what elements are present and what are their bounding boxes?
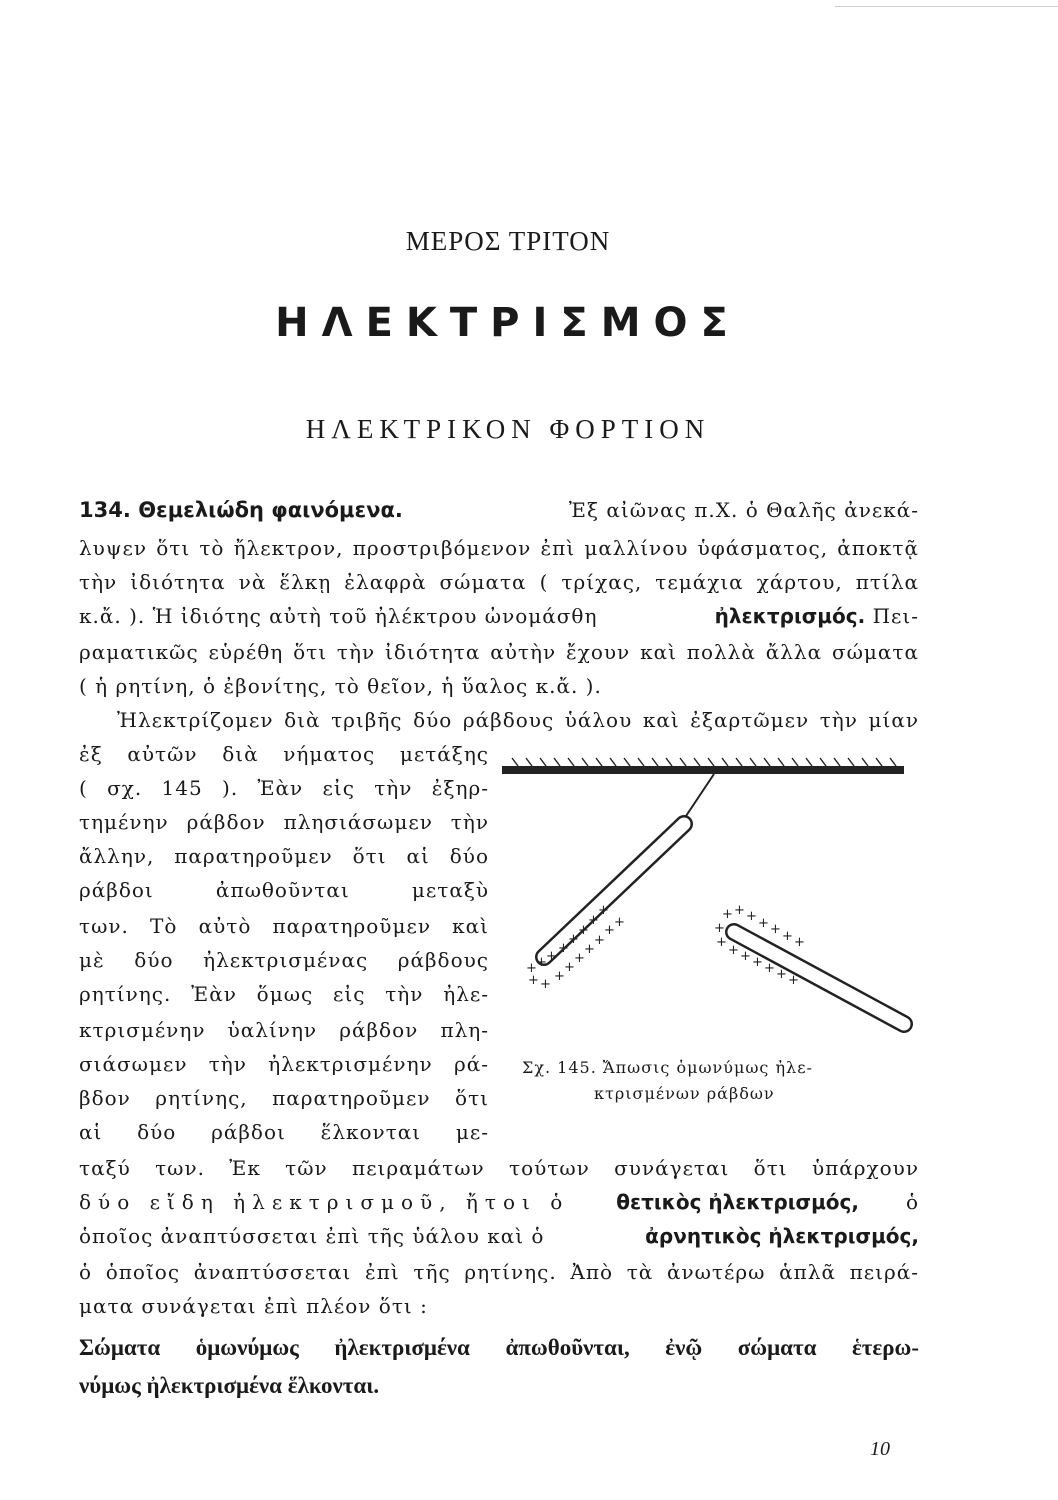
svg-text:+: + [722,907,733,922]
key-term: θετικὸς ἠλεκτρισμός, [616,1190,859,1214]
page-number: 10 [870,1438,890,1460]
figure-repelling-rods [492,752,922,1052]
section-subtitle: ΗΛΕΚΤΡΙΚΟΝ ΦΟΡΤΙΟΝ [305,414,711,444]
svg-text:+: + [578,923,589,938]
text-line: ὁ ὁποῖος ἀναπτύσσεται ἐπὶ τῆς ρητίνης. Ἀπὸ τὰ ἀνωτέρω ἁπλᾶ πειρά- [79,1260,919,1284]
silk-thread [682,774,714,822]
svg-text:+: + [546,949,557,964]
text-line: Ἐξ αἰῶνας π.Χ. ὁ Θαλῆς ἀνεκά- [568,498,919,522]
text-line: βδον ρητίνης, παρατηροῦμεν ὅτι [79,1086,489,1110]
text-line: των. Τὸ αὐτὸ παρατηροῦμεν καὶ [79,914,489,938]
svg-text:+: + [540,977,551,992]
svg-text:+: + [782,929,793,944]
svg-text:+: + [714,921,725,936]
support-bar [502,766,904,774]
paragraph-line-1 [79,496,919,524]
text-line: λυψεν ὅτι τὸ ἤλεκτρον, προστριβόμενον ἐπὶ μαλλίνου ὑφάσματος, ἀποκτᾷ [79,536,919,560]
support-hatching [512,758,896,766]
key-term: ἠλεκτρισμός. [714,604,866,628]
section-number: 134. [79,498,131,522]
svg-text:+: + [554,969,565,984]
text-line: ματα συνάγεται ἐπὶ πλέον ὅτι : [79,1294,428,1318]
text-line-with-term [79,1222,919,1250]
conclusion-line-1: Σώματα ὁμωνύμως ἠλεκτρισμένα ἀπωθοῦνται, ἐνῷ σώματα ἑτερω- [79,1335,919,1360]
text-line: ρητίνης. Ἐὰν ὅμως εἰς τὴν ἠλε- [79,982,489,1006]
svg-text:+: + [604,923,615,938]
text-line: τὴν ἰδιότητα νὰ ἕλκῃ ἐλαφρὰ σώματα ( τρίχας, τεμάχια χάρτου, πτίλα [79,570,919,594]
svg-text:+: + [614,915,625,930]
text-line: ( σχ. 145 ). Ἐὰν εἰς τὴν ἐξηρ- [79,776,489,800]
svg-text:+: + [752,955,763,970]
svg-text:+: + [574,951,585,966]
scan-edge-line [835,6,1058,7]
svg-text:+: + [564,960,575,975]
svg-text:+: + [528,973,539,988]
svg-text:+: + [740,949,751,964]
svg-text:+: + [764,961,775,976]
svg-text:+: + [728,943,739,958]
text-line: τημένην ράβδον πλησιάσωμεν τὴν [79,810,489,834]
text-line: ἐξ αὐτῶν διὰ νήματος μετάξης [79,742,489,766]
text-line-with-term [79,1188,919,1216]
text-line: μὲ δύο ἠλεκτρισμένας ράβδους [79,948,489,972]
text-line-with-term [79,602,919,630]
svg-text:+: + [734,903,745,918]
text-line: σιάσωμεν τὴν ἠλεκτρισμένην ρά- [79,1052,489,1076]
svg-text:+: + [584,942,595,957]
text-line: ραματικῶς εὑρέθη ὅτι τὴν ἰδιότητα αὐτὴν ἔχουν καὶ πολλὰ ἄλλα σώματα [79,640,919,664]
svg-text:+: + [536,955,547,970]
svg-text:+: + [568,932,579,947]
svg-text:+: + [776,967,787,982]
svg-text:+: + [598,903,609,918]
svg-text:+: + [746,909,757,924]
figure-caption-line-2: κτρισμένων ράβδων [594,1084,775,1103]
text-fragment: ὁποῖος ἀναπτύσσεται ἐπὶ τῆς ὑάλου καὶ ὁ [79,1224,545,1248]
chapter-title: ΗΛΕΚΤΡΙΣΜΟΣ [275,300,741,346]
text-fragment: ὁ [905,1190,919,1214]
text-line: αἱ δύο ράβδοι ἕλκονται με- [79,1120,489,1144]
svg-text:+: + [558,941,569,956]
key-term: ἀρνητικὸς ἠλεκτρισμός, [645,1224,919,1248]
svg-text:+: + [794,935,805,950]
text-line: ράβδοι ἀπωθοῦνται μεταξὺ [79,878,489,902]
svg-text:+: + [716,935,727,950]
svg-text:+: + [770,922,781,937]
section-heading: Θεμελιώδη φαινόμενα. [138,498,403,522]
svg-text:+: + [526,961,537,976]
svg-text:+: + [788,973,799,988]
text-fragment: δύο εἴδη ἠλεκτρισμοῦ, ἤτοι ὁ [79,1190,570,1214]
part-heading: ΜΕΡΟΣ ΤΡΙΤΟΝ [405,226,611,256]
text-line: ἄλλην, παρατηροῦμεν ὅτι αἱ δύο [79,844,489,868]
conclusion-line-2: νύμως ἠλεκτρισμένα ἕλκονται. [79,1373,380,1398]
text-line: Ἠλεκτρίζομεν διὰ τριβῆς δύο ράβδους ὑάλου καὶ ἐξαρτῶμεν τὴν μίαν [117,708,919,732]
text-line: ( ἡ ρητίνη, ὁ ἐβονίτης, τὸ θεῖον, ἡ ὕαλος κ.ἄ. ). [79,674,602,698]
svg-text:+: + [594,933,605,948]
svg-text:+: + [588,913,599,928]
text-fragment: Πει- [872,604,919,628]
text-line: ταξύ των. Ἐκ τῶν πειραμάτων τούτων συνάγεται ὅτι ὑπάρχουν [79,1156,919,1180]
figure-caption-line-1: Σχ. 145. Ἄπωσις ὁμωνύμως ἠλε- [522,1058,813,1077]
text-line: κ.ἄ. ). Ἡ ἰδιότης αὐτὴ τοῦ ἠλέκτρου ὠνομάσθη [79,604,598,628]
text-line: κτρισμένην ὑαλίνην ράβδον πλη- [79,1018,489,1042]
svg-text:+: + [758,916,769,931]
